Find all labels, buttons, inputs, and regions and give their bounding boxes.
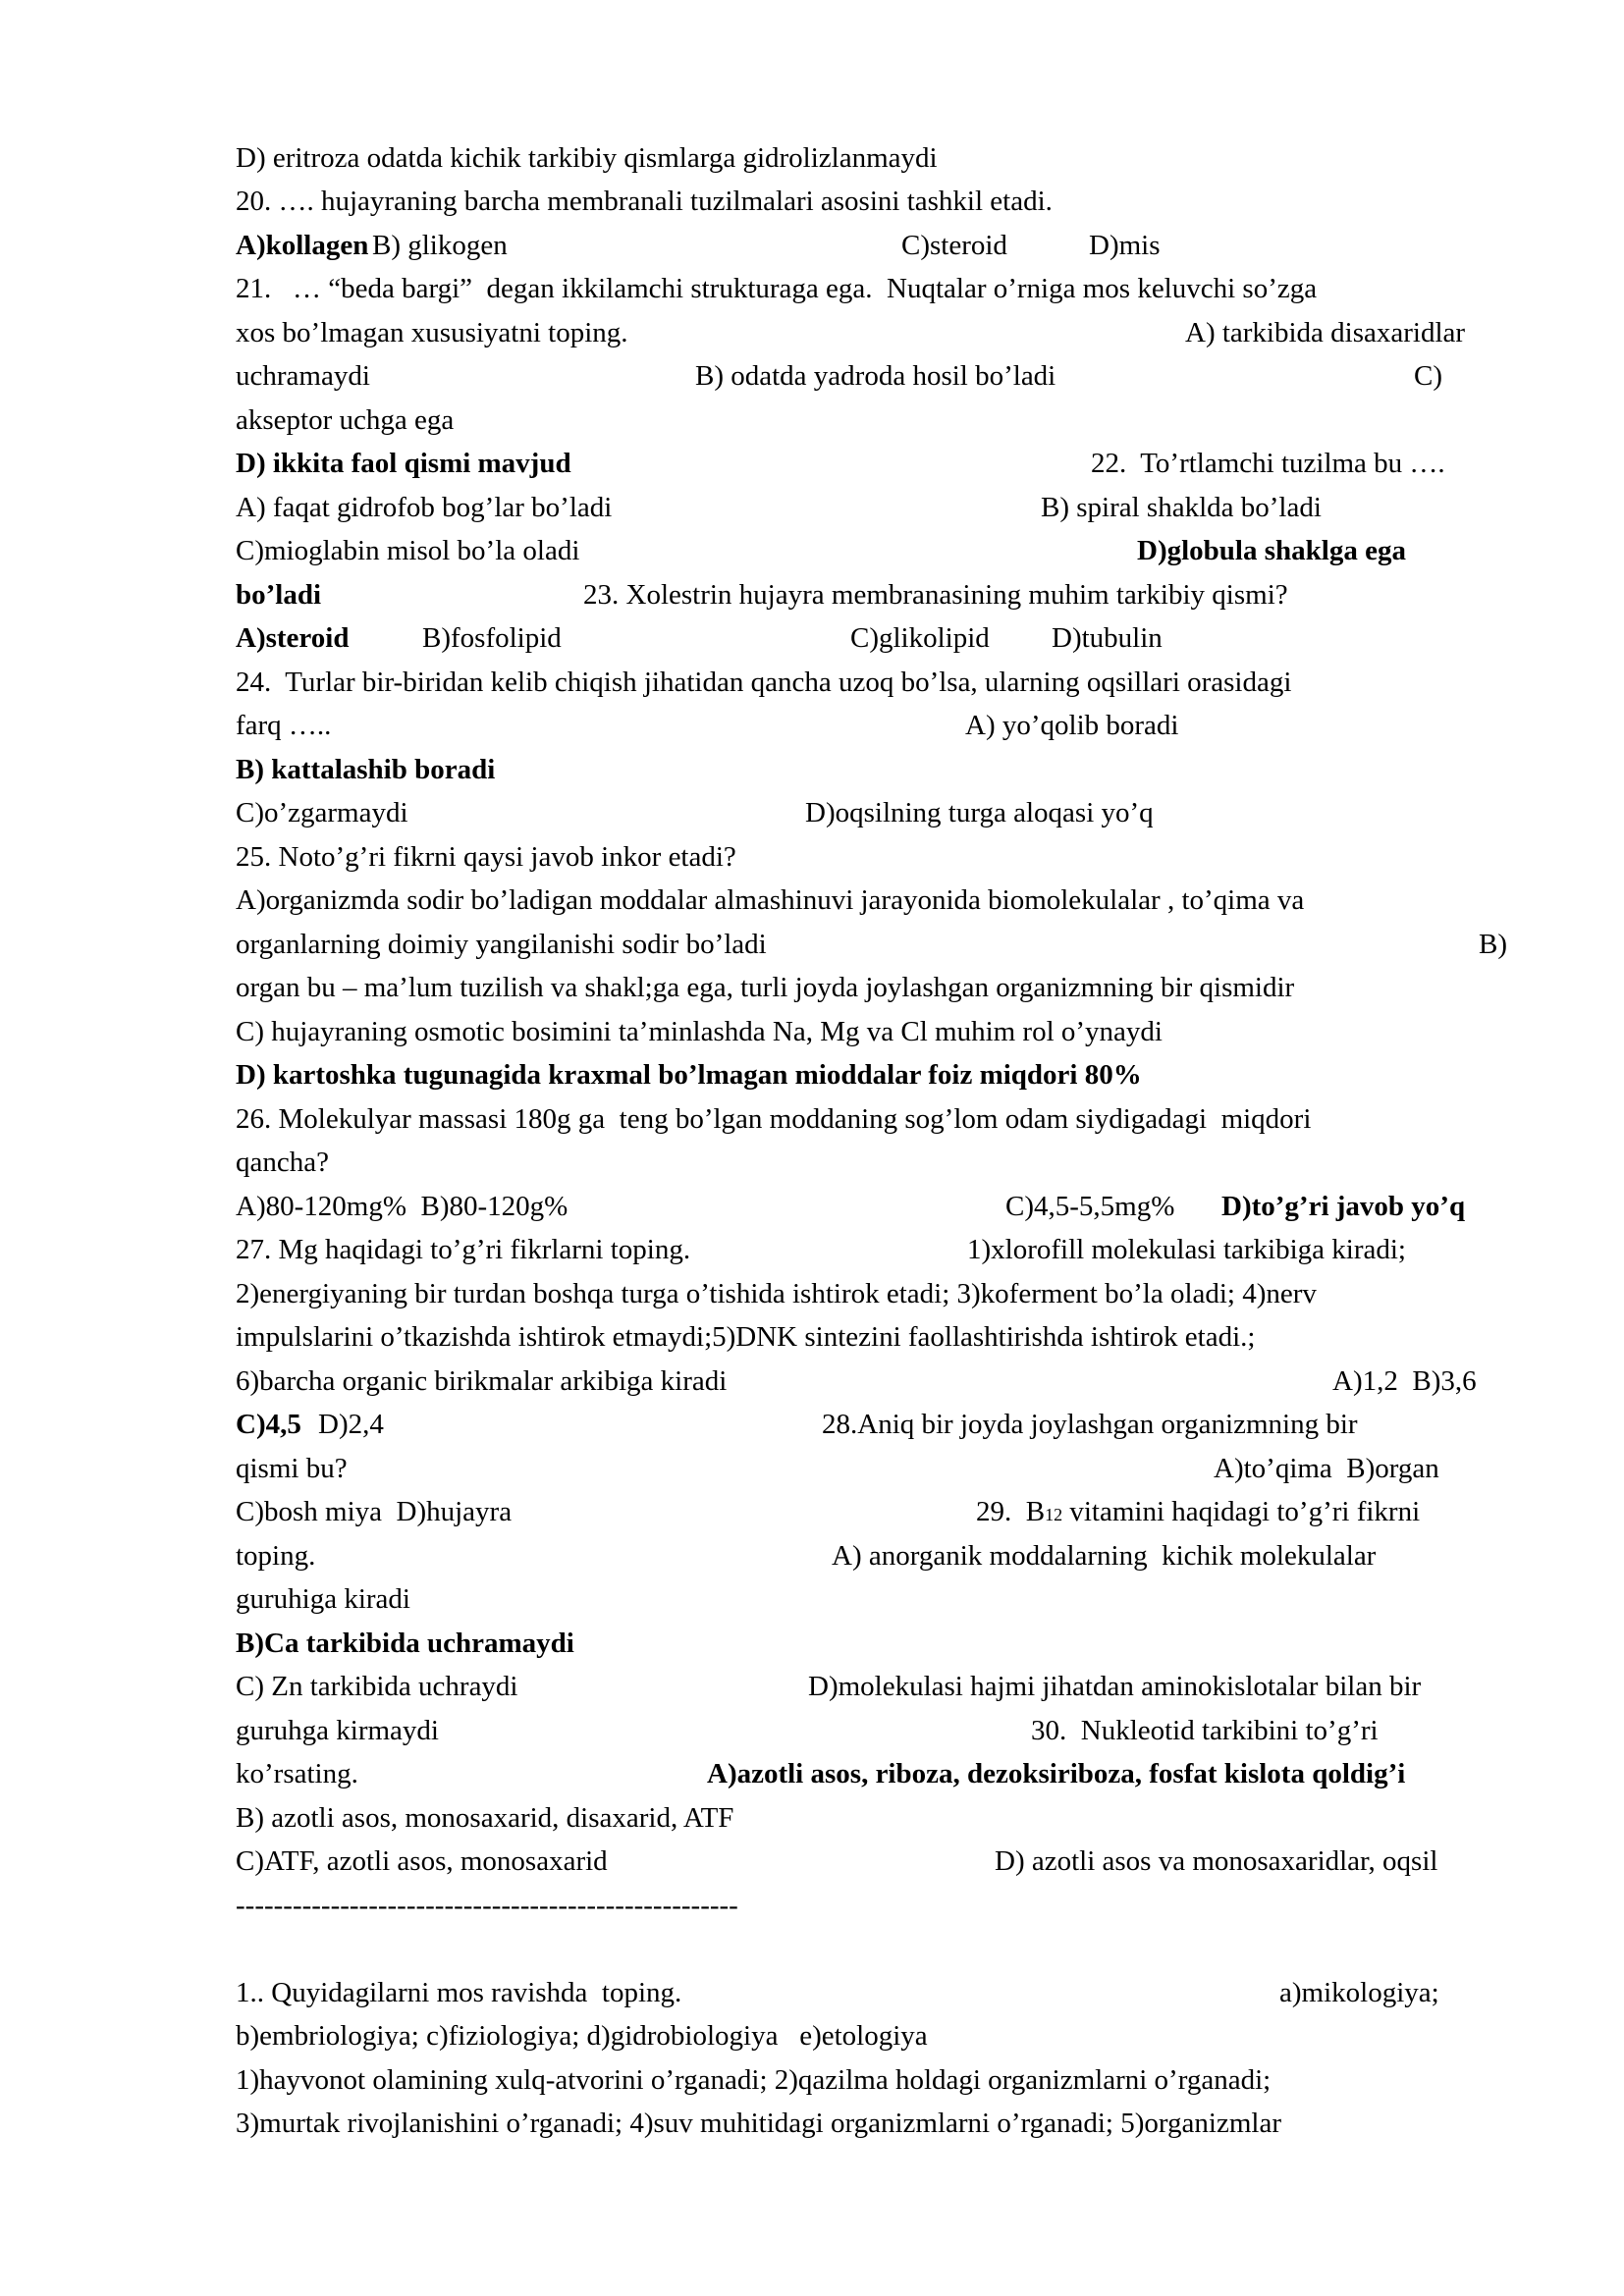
text-line-segment: B) kattalashib boradi [236,754,496,785]
text-line-segment: guruhga kirmaydi [236,1715,439,1746]
text-line-segment: 20. …. hujayraning barcha membranali tuzilmalari asosini tashkil etadi. [236,186,1053,217]
text-line-segment: b)embriologiya; c)fiziologiya; d)gidrobiologiya e)etologiya [236,2020,928,2052]
text-line-segment: 29. B12 vitamini haqidagi to’g’ri fikrni [976,1496,1421,1527]
text-line-segment: qancha? [236,1147,329,1178]
text-line-segment: B) [1479,929,1507,960]
text-line-segment: B)fosfolipid [422,622,562,654]
text-line-segment: C) Zn tarkibida uchraydi [236,1671,518,1702]
text-line-segment: C) hujayraning osmotic bosimini ta’minlashda Na, Mg va Cl muhim rol o’ynaydi [236,1016,1163,1047]
text-line-segment: a)mikologiya; [1279,1977,1439,2008]
text-line-segment: uchramaydi [236,360,370,392]
text-line-segment: 22. To’rtlamchi tuzilma bu …. [1091,448,1445,479]
text-line-segment: A)80-120mg% B)80-120g% [236,1191,568,1222]
text-line-segment: C)glikolipid [850,622,990,654]
text-line-segment: A)steroid [236,622,350,654]
text-line-segment: A)kollagen [236,230,369,261]
text-line-segment: 1.. Quyidagilarni mos ravishda toping. [236,1977,682,2008]
text-line-segment: A) anorganik moddalarning kichik molekulalar [832,1540,1377,1572]
text-line-segment: 30. Nukleotid tarkibini to’g’ri [1031,1715,1379,1746]
text-line-segment: A)to’qima B)organ [1214,1453,1439,1484]
text-line-segment: C)4,5 [236,1409,301,1440]
text-line-segment: C)4,5-5,5mg% [1005,1191,1189,1222]
text-line-segment: ----------------------------------------------------- [236,1890,738,1921]
text-line-segment: D) azotli asos va monosaxaridlar, oqsil [995,1845,1438,1877]
text-line-segment: 23. Xolestrin hujayra membranasining muhim tarkibiy qismi? [583,579,1288,611]
text-line-segment: C)ATF, azotli asos, monosaxarid [236,1845,608,1877]
text-line-segment: D)tubulin [1052,622,1163,654]
text-line-segment: B) azotli asos, monosaxarid, disaxarid, ATF [236,1802,734,1834]
text-line-segment: akseptor uchga ega [236,404,455,436]
text-line-segment: D)2,4 [318,1409,384,1440]
text-line-segment: A) tarkibida disaxaridlar [1185,317,1466,348]
text-line-segment: 25. Noto’g’ri fikrni qaysi javob inkor etadi? [236,841,736,873]
text-line-segment: 2)energiyaning bir turdan boshqa turga o’tishida ishtirok etadi; 3)koferment bo’la oladi; 4)nerv [236,1278,1317,1309]
text-line-segment: 24. Turlar bir-biridan kelib chiqish jihatidan qancha uzoq bo’lsa, ularning oqsillari orasidagi [236,667,1292,698]
text-line-segment: xos bo’lmagan xususiyatni toping. [236,317,628,348]
text-line-segment: C)bosh miya D)hujayra [236,1496,513,1527]
text-line-segment: A) faqat gidrofob bog’lar bo’ladi [236,492,613,523]
text-line-segment: organlarning doimiy yangilanishi sodir bo’ladi [236,929,767,960]
text-line-segment: 6)barcha organic birikmalar arkibiga kiradi [236,1365,728,1397]
text-line-segment: B)Ca tarkibida uchramaydi [236,1628,574,1659]
text-line-segment: A)azotli asos, riboza, dezoksiriboza, fosfat kislota qoldig’i [707,1758,1406,1789]
text-line-segment: C) [1414,360,1442,392]
text-line-segment: impulslarini o’tkazishda ishtirok etmaydi;5)DNK sintezini faollashtirishda ishtirok etadi.; [236,1321,1256,1353]
text-line-segment: A) yo’qolib boradi [965,710,1179,741]
text-line-segment: D)oqsilning turga aloqasi yo’q [805,797,1154,828]
text-line-segment: D)molekulasi hajmi jihatdan aminokislotalar bilan bir [808,1671,1422,1702]
text-line-segment: 28.Aniq bir joyda joylashgan organizmning bir [822,1409,1358,1440]
text-line-segment: qismi bu? [236,1453,348,1484]
text-line-segment: C)mioglabin misol bo’la oladi [236,535,580,566]
text-line-segment: organ bu – ma’lum tuzilish va shakl;ga ega, turli joyda joylashgan organizmning bir qismidir [236,972,1295,1003]
text-line-segment: D) ikkita faol qismi mavjud [236,448,571,479]
text-line-segment: D) kartoshka tugunagida kraxmal bo’lmagan mioddalar foiz miqdori 80% [236,1059,1142,1091]
text-line-segment: 1)hayvonot olamining xulq-atvorini o’rganadi; 2)qazilma holdagi organizmlarni o’rganadi; [236,2064,1272,2096]
text-line-segment: 26. Molekulyar massasi 180g ga teng bo’lgan moddaning sog’lom odam siydigadagi miqdori [236,1103,1312,1135]
text-line-segment: B) odatda yadroda hosil bo’ladi [695,360,1056,392]
text-line-segment: toping. [236,1540,316,1572]
text-line-segment: A)1,2 B)3,6 [1332,1365,1477,1397]
text-line-segment: 3)murtak rivojlanishini o’rganadi; 4)suv muhitidagi organizmlarni o’rganadi; 5)organizmlar [236,2108,1281,2139]
text-line-segment: D)globula shaklga ega [1137,535,1406,566]
text-line-segment: C)o’zgarmaydi [236,797,408,828]
text-line-segment: 1)xlorofill molekulasi tarkibiga kiradi; [967,1234,1406,1265]
text-line-segment: farq ….. [236,710,332,741]
text-line-segment: bo’ladi [236,579,322,611]
text-line-segment: C)steroid [901,230,1007,261]
text-line-segment: B) glikogen [372,230,508,261]
text-line-segment: ko’rsating. [236,1758,358,1789]
text-line-segment: 27. Mg haqidagi to’g’ri fikrlarni toping. [236,1234,691,1265]
text-line-segment: D)to’g’ri javob yo’q [1221,1191,1466,1222]
text-line-segment: B) spiral shaklda bo’ladi [1041,492,1322,523]
text-line-segment: D) eritroza odatda kichik tarkibiy qismlarga gidrolizlanmaydi [236,142,938,174]
text-line-segment: 21. … “beda bargi” degan ikkilamchi strukturaga ega. Nuqtalar o’rniga mos keluvchi so’zga [236,273,1318,304]
text-line-segment: A)organizmda sodir bo’ladigan moddalar almashinuvi jarayonida biomolekulalar , to’qima va [236,884,1305,916]
text-line-segment: guruhiga kiradi [236,1583,410,1615]
text-line-segment: D)mis [1089,230,1161,261]
